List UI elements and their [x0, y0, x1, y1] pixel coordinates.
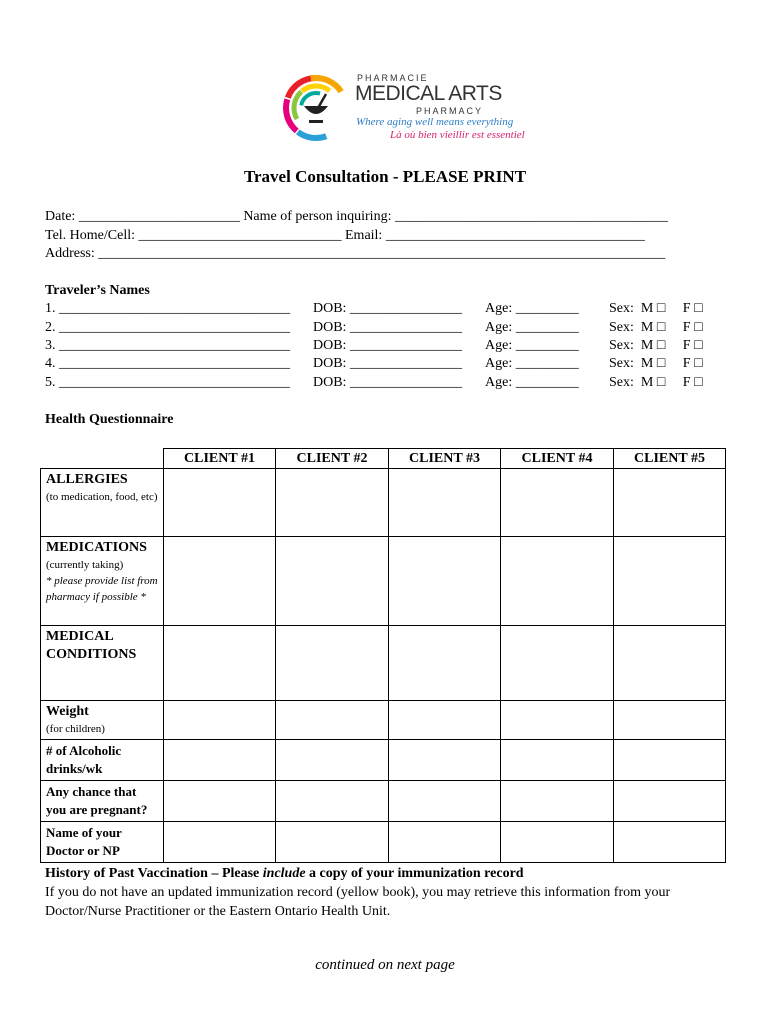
- pharmacy-logo-icon: [276, 70, 358, 142]
- traveler-sex-1[interactable]: Sex: M □ F □: [609, 301, 703, 316]
- continued-note: continued on next page: [315, 957, 455, 973]
- conditions-cell-4[interactable]: [501, 626, 614, 701]
- page-title: Travel Consultation - PLEASE PRINT: [243, 167, 527, 186]
- conditions-cell-5[interactable]: [614, 626, 726, 701]
- traveler-name-1[interactable]: 1. _________________________________: [45, 301, 290, 316]
- conditions-cell-2[interactable]: [276, 626, 389, 701]
- weight-cell-4[interactable]: [501, 701, 614, 740]
- traveler-dob-1[interactable]: DOB: ________________: [313, 301, 462, 316]
- traveler-sex-3[interactable]: Sex: M □ F □: [609, 338, 703, 353]
- row-header-pregnant: [41, 781, 164, 822]
- pregnant-cell-2[interactable]: [276, 781, 389, 822]
- allergies-cell-1[interactable]: [164, 469, 276, 537]
- logo-text-main: MEDICAL ARTS: [355, 82, 502, 105]
- allergies-label: ALLERGIES: [46, 472, 128, 487]
- health-questionnaire-table: [40, 448, 726, 863]
- conditions-cell-3[interactable]: [389, 626, 501, 701]
- traveler-dob-4[interactable]: DOB: ________________: [313, 356, 462, 371]
- medications-cell-5[interactable]: [614, 537, 726, 626]
- traveler-name-3[interactable]: 3. _________________________________: [45, 338, 290, 353]
- weight-cell-1[interactable]: [164, 701, 276, 740]
- doctor-cell-4[interactable]: [501, 822, 614, 863]
- traveler-age-2[interactable]: Age: _________: [485, 320, 579, 335]
- medications-cell-3[interactable]: [389, 537, 501, 626]
- allergies-cell-5[interactable]: [614, 469, 726, 537]
- weight-sublabel: (for children): [46, 723, 105, 735]
- medications-sublabel: (currently taking): [46, 559, 124, 571]
- row-header-weight: [41, 701, 164, 740]
- client-header-1: CLIENT #1: [164, 449, 276, 469]
- doctor-label: Name of your Doctor or NP: [46, 825, 122, 858]
- row-header-medications: [41, 537, 164, 626]
- traveler-name-4[interactable]: 4. _________________________________: [45, 356, 290, 371]
- medications-note: * please provide list from pharmacy if possible *: [46, 575, 158, 603]
- pregnant-cell-1[interactable]: [164, 781, 276, 822]
- logo-tagline-fr: Là où bien vieillir est essentiel: [390, 129, 525, 141]
- row-header-conditions: [41, 626, 164, 701]
- address-line[interactable]: Address: _________________________________________________________________________________: [45, 246, 666, 261]
- date-name-line[interactable]: Date: _______________________ Name of person inquiring: _______________________________________: [45, 209, 668, 224]
- travelers-heading: Traveler’s Names: [45, 283, 150, 298]
- row-header-doctor: [41, 822, 164, 863]
- weight-label: Weight: [46, 704, 89, 719]
- vaccination-heading-end: a copy of your immunization record: [305, 866, 524, 881]
- vaccination-heading: [45, 866, 524, 882]
- weight-cell-3[interactable]: [389, 701, 501, 740]
- alcohol-cell-4[interactable]: [501, 740, 614, 781]
- questionnaire-heading: Health Questionnaire: [45, 412, 174, 427]
- allergies-sublabel: (to medication, food, etc): [46, 491, 158, 503]
- alcohol-cell-5[interactable]: [614, 740, 726, 781]
- client-header-2: CLIENT #2: [276, 449, 389, 469]
- client-header-3: CLIENT #3: [389, 449, 501, 469]
- pregnant-label: Any chance that you are pregnant?: [46, 784, 148, 817]
- vaccination-heading-start: History of Past Vaccination – Please: [45, 866, 263, 881]
- traveler-age-5[interactable]: Age: _________: [485, 375, 579, 390]
- medications-cell-4[interactable]: [501, 537, 614, 626]
- vaccination-body-line-2: Doctor/Nurse Practitioner or the Eastern Ontario Health Unit.: [45, 904, 391, 919]
- traveler-name-5[interactable]: 5. _________________________________: [45, 375, 290, 390]
- weight-cell-5[interactable]: [614, 701, 726, 740]
- traveler-name-2[interactable]: 2. _________________________________: [45, 320, 290, 335]
- alcohol-cell-3[interactable]: [389, 740, 501, 781]
- doctor-cell-3[interactable]: [389, 822, 501, 863]
- alcohol-label: # of Alcoholic drinks/wk: [46, 743, 122, 776]
- logo-tagline-en: Where aging well means everything: [356, 116, 514, 128]
- row-header-alcohol: [41, 740, 164, 781]
- tel-email-line[interactable]: Tel. Home/Cell: _____________________________ Email: _____________________________________: [45, 228, 645, 243]
- table-corner: [41, 449, 164, 469]
- alcohol-cell-1[interactable]: [164, 740, 276, 781]
- pregnant-cell-3[interactable]: [389, 781, 501, 822]
- doctor-cell-1[interactable]: [164, 822, 276, 863]
- vaccination-body-line-1: If you do not have an updated immunization record (yellow book), you may retrieve this information from your: [45, 885, 671, 900]
- traveler-sex-4[interactable]: Sex: M □ F □: [609, 356, 703, 371]
- doctor-cell-2[interactable]: [276, 822, 389, 863]
- traveler-age-3[interactable]: Age: _________: [485, 338, 579, 353]
- client-header-4: CLIENT #4: [501, 449, 614, 469]
- allergies-cell-3[interactable]: [389, 469, 501, 537]
- allergies-cell-4[interactable]: [501, 469, 614, 537]
- row-header-allergies: [41, 469, 164, 537]
- traveler-age-4[interactable]: Age: _________: [485, 356, 579, 371]
- traveler-sex-5[interactable]: Sex: M □ F □: [609, 375, 703, 390]
- traveler-sex-2[interactable]: Sex: M □ F □: [609, 320, 703, 335]
- medications-label: MEDICATIONS: [46, 540, 147, 555]
- medications-cell-2[interactable]: [276, 537, 389, 626]
- vaccination-heading-emphasis: include: [262, 866, 306, 881]
- medications-cell-1[interactable]: [164, 537, 276, 626]
- conditions-cell-1[interactable]: [164, 626, 276, 701]
- logo-text-sub: PHARMACY: [416, 106, 484, 116]
- pregnant-cell-4[interactable]: [501, 781, 614, 822]
- weight-cell-2[interactable]: [276, 701, 389, 740]
- traveler-dob-5[interactable]: DOB: ________________: [313, 375, 462, 390]
- logo-text-top: PHARMACIE: [357, 73, 429, 83]
- traveler-dob-2[interactable]: DOB: ________________: [313, 320, 462, 335]
- traveler-dob-3[interactable]: DOB: ________________: [313, 338, 462, 353]
- pregnant-cell-5[interactable]: [614, 781, 726, 822]
- alcohol-cell-2[interactable]: [276, 740, 389, 781]
- traveler-age-1[interactable]: Age: _________: [485, 301, 579, 316]
- client-header-5: CLIENT #5: [614, 449, 726, 469]
- allergies-cell-2[interactable]: [276, 469, 389, 537]
- conditions-label: MEDICAL CONDITIONS: [46, 629, 137, 662]
- doctor-cell-5[interactable]: [614, 822, 726, 863]
